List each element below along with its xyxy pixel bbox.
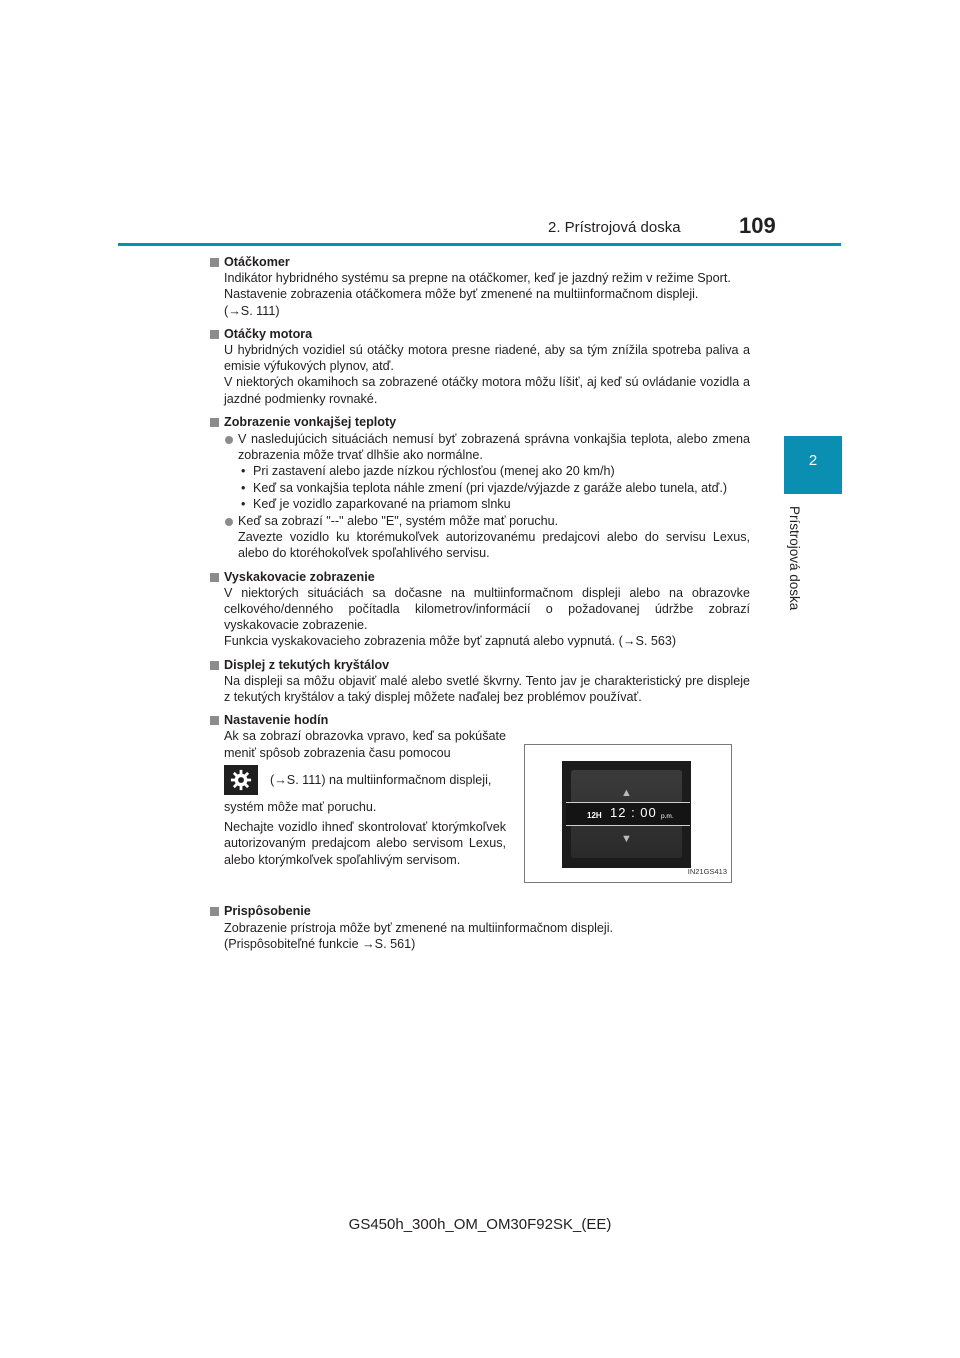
paragraph: (Prispôsobiteľné funkcie →S. 561) — [224, 936, 416, 951]
bullet-text: Keď sa zobrazí "--" alebo "E", systém môže mať poruchu. — [238, 514, 559, 529]
bullet-text: V nasledujúcich situáciách nemusí byť zobrazená správna vonkajšia teplota, alebo zmena zobrazenia môže trvať dlhšie ako normálne. — [238, 432, 750, 463]
clock-setting-bar — [566, 802, 690, 826]
paragraph: Zobrazenie prístroja môže byť zmenené na multiinformačnom displeji. — [224, 920, 614, 935]
paragraph: Nastavenie zobrazenia otáčkomera môže byť zmenené na multiinformačnom displeji. — [224, 287, 699, 302]
section-engine-rpm — [210, 326, 750, 407]
clock-ampm: p.m. — [661, 813, 674, 821]
page-number: 109 — [739, 213, 776, 238]
chapter-label: Prístrojová doska — [787, 506, 802, 611]
chapter-tab — [784, 436, 842, 494]
square-bullet-icon — [210, 330, 219, 339]
paragraph: (→S. 111) na multiinformačnom displeji, — [270, 772, 492, 787]
section-title: Vyskakovacie zobrazenie — [224, 569, 375, 584]
section-title: Prispôsobenie — [224, 904, 311, 919]
square-bullet-icon — [210, 573, 219, 582]
section-clock — [210, 712, 750, 896]
paragraph: Na displeji sa môžu objaviť malé alebo svetlé škvrny. Tento jav je charakteristický pre displeje z tekutých kryštálov a taký displej môžete naďalej bez problémov používať. — [224, 673, 750, 705]
sub-item: • Keď je vozidlo zaparkované na priamom slnku — [241, 496, 511, 511]
header-rule — [118, 243, 841, 246]
paragraph: Ak sa zobrazí obrazovka vpravo, keď sa pokúšate meniť spôsob zobrazenia času pomocou — [224, 729, 506, 760]
figure-code: IN21GS413 — [687, 867, 727, 877]
section-outside-temp — [210, 414, 750, 562]
section-title: Displej z tekutých kryštálov — [224, 657, 390, 672]
paragraph: Nechajte vozidlo ihneď skontrolovať ktorýmkoľvek autorizovaným predajcom alebo servisom Lexus, alebo ktorýmkoľvek spoľahlivým servisom. — [224, 820, 506, 867]
clock-time: 12 : 00 — [610, 805, 657, 821]
circle-bullet-icon — [225, 436, 233, 444]
clock-screen-figure — [524, 744, 732, 883]
section-title: Otáčky motora — [224, 326, 313, 341]
sub-item: • Keď sa vonkajšia teplota náhle zmení (pri vjazde/výjazde z garáže alebo tunela, atď.) — [241, 480, 728, 495]
paragraph: U hybridných vozidiel sú otáčky motora presne riadené, aby sa tým znížila spotreba paliva a emisie výfukových plynov, atď. — [224, 343, 750, 374]
paragraph: V niektorých okamihoch sa zobrazené otáčky motora môžu líšiť, aj keď sú ovládanie vozidla a jazdné podmienky rovnaké. — [224, 375, 750, 406]
section-title: Otáčkomer — [224, 255, 290, 269]
clock-mode: 12H — [587, 811, 602, 821]
paragraph: V niektorých situáciách sa dočasne na multiinformačnom displeji alebo na obrazovke celkového/denného počítadla kilometrov/informácií o požadovanej údržbe zobrazí vyskakovacie zobrazenie. — [224, 585, 750, 633]
display-screen — [562, 761, 691, 868]
header-title: 2. Prístrojová doska — [548, 219, 681, 236]
square-bullet-icon — [210, 907, 219, 916]
section-tachometer — [210, 254, 750, 319]
footer-code: GS450h_300h_OM_OM30F92SK_(EE) — [348, 1216, 612, 1233]
chevron-up-icon: ▲ — [621, 787, 632, 800]
chapter-number: 2 — [808, 452, 818, 469]
page-content — [210, 254, 750, 959]
chevron-down-icon: ▼ — [621, 833, 632, 846]
paragraph: Funkcia vyskakovacieho zobrazenia môže byť zapnutá alebo vypnutá. (→S. 563) — [224, 634, 677, 649]
section-customization — [210, 903, 750, 952]
paragraph: systém môže mať poruchu. — [224, 799, 377, 814]
sub-item: • Pri zastavení alebo jazde nízkou rýchlosťou (menej ako 20 km/h) — [241, 464, 615, 479]
section-popup — [210, 569, 750, 650]
bullet-text: Zavezte vozidlo ku ktorémukoľvek autorizovanému predajcovi alebo do servisu Lexus, alebo do ktoréhokoľvek spoľahlivého servisu. — [238, 530, 750, 561]
gear-icon — [224, 765, 258, 795]
section-lcd — [210, 657, 750, 706]
square-bullet-icon — [210, 716, 219, 725]
circle-bullet-icon — [225, 518, 233, 526]
section-title: Nastavenie hodín — [224, 713, 329, 728]
square-bullet-icon — [210, 418, 219, 427]
square-bullet-icon — [210, 661, 219, 670]
section-title: Zobrazenie vonkajšej teploty — [224, 414, 397, 429]
square-bullet-icon — [210, 258, 219, 267]
paragraph: (→S. 111) — [224, 303, 280, 318]
paragraph: Indikátor hybridného systému sa prepne na otáčkomer, keď je jazdný režim v režime Sport. — [224, 271, 731, 286]
